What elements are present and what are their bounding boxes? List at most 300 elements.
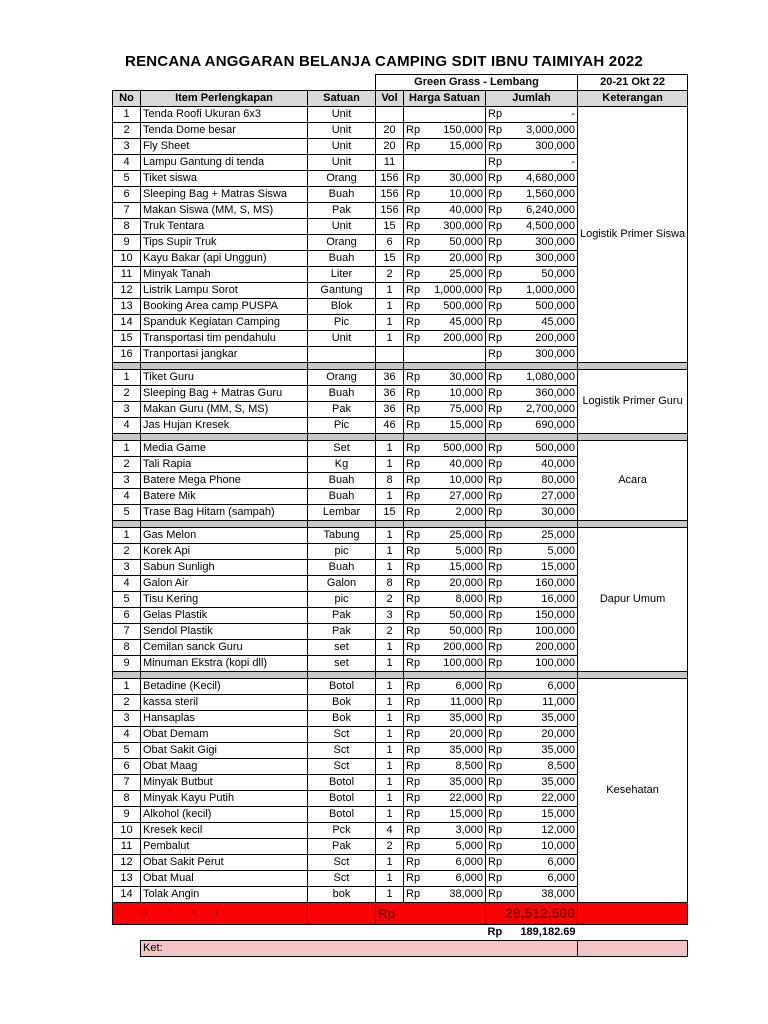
row-number: 4 — [113, 155, 141, 171]
amount-cell: 35,000 — [508, 743, 578, 759]
row-number: 2 — [113, 457, 141, 473]
currency-label: Rp — [404, 267, 430, 283]
separator-cell — [404, 363, 430, 370]
header-vol: Vol — [376, 91, 404, 107]
unit-price-cell: 20,000 — [430, 251, 486, 267]
amount-cell: 300,000 — [508, 251, 578, 267]
currency-label: Rp — [486, 473, 508, 489]
ket-extra-cell — [578, 941, 688, 957]
item-name: Tolak Angin — [141, 887, 308, 903]
unit-price-cell: 40,000 — [430, 457, 486, 473]
unit-price-cell: 30,000 — [430, 370, 486, 386]
amount-cell: 22,000 — [508, 791, 578, 807]
unit-cell: Orang — [308, 235, 376, 251]
separator-cell — [308, 521, 376, 528]
category-cell: Dapur Umum — [578, 528, 688, 672]
unit-cell: pic — [308, 544, 376, 560]
volume-cell: 2 — [376, 592, 404, 608]
item-name: Trase Bag Hitam (sampah) — [141, 505, 308, 521]
volume-cell: 1 — [376, 743, 404, 759]
item-name: Media Game — [141, 441, 308, 457]
volume-cell: 1 — [376, 315, 404, 331]
row-number: 14 — [113, 315, 141, 331]
unit-cell: Set — [308, 441, 376, 457]
unit-cell: Blok — [308, 299, 376, 315]
unit-cell: Pic — [308, 418, 376, 434]
separator-cell — [578, 434, 688, 441]
row-number: 1 — [113, 441, 141, 457]
row-number: 3 — [113, 473, 141, 489]
unit-cell: Bok — [308, 711, 376, 727]
currency-label: Rp — [486, 640, 508, 656]
unit-price-cell: 15,000 — [430, 560, 486, 576]
row-number: 8 — [113, 791, 141, 807]
item-name: Fly Sheet — [141, 139, 308, 155]
currency-label: Rp — [404, 251, 430, 267]
unit-cell: Lembar — [308, 505, 376, 521]
currency-label: Rp — [486, 315, 508, 331]
currency-label: Rp — [486, 171, 508, 187]
volume-cell: 36 — [376, 370, 404, 386]
unit-price-cell: 35,000 — [430, 743, 486, 759]
amount-cell: 500,000 — [508, 441, 578, 457]
row-number: 3 — [113, 139, 141, 155]
row-number: 7 — [113, 775, 141, 791]
currency-label: Rp — [486, 711, 508, 727]
separator-cell — [308, 363, 376, 370]
separator-cell — [430, 363, 486, 370]
row-number: 4 — [113, 576, 141, 592]
currency-label: Rp — [404, 592, 430, 608]
row-number: 11 — [113, 839, 141, 855]
currency-label: Rp — [486, 123, 508, 139]
unit-cell: Pak — [308, 624, 376, 640]
currency-label: Rp — [486, 139, 508, 155]
amount-cell: 20,000 — [508, 727, 578, 743]
currency-label: Rp — [486, 624, 508, 640]
item-name: Tiket siswa — [141, 171, 308, 187]
item-name: Tranportasi jangkar — [141, 347, 308, 363]
amount-cell: 15,000 — [508, 807, 578, 823]
unit-price-cell: 200,000 — [430, 640, 486, 656]
separator-cell — [113, 363, 141, 370]
table-row — [113, 679, 688, 695]
item-name: Galon Air — [141, 576, 308, 592]
item-name: Minyak Tanah — [141, 267, 308, 283]
unit-cell: Pak — [308, 608, 376, 624]
separator-cell — [430, 672, 486, 679]
date-cell: 20-21 Okt 22 — [578, 75, 688, 91]
volume-cell — [376, 347, 404, 363]
unit-price-cell: 25,000 — [430, 528, 486, 544]
item-name: Tips Supir Truk — [141, 235, 308, 251]
currency-label: Rp — [404, 123, 430, 139]
currency-label: Rp — [404, 855, 430, 871]
amount-cell: 6,240,000 — [508, 203, 578, 219]
unit-cell: Gantung — [308, 283, 376, 299]
row-number: 2 — [113, 386, 141, 402]
currency-label: Rp — [486, 251, 508, 267]
unit-cell: Liter — [308, 267, 376, 283]
volume-cell: 20 — [376, 123, 404, 139]
spacer-cell — [113, 941, 141, 957]
unit-price-cell: 35,000 — [430, 775, 486, 791]
currency-label: Rp — [486, 370, 508, 386]
unit-price-cell: 50,000 — [430, 608, 486, 624]
currency-label: Rp — [486, 656, 508, 672]
unit-price-cell: 15,000 — [430, 418, 486, 434]
table-row — [113, 370, 688, 386]
header-satuan: Satuan — [308, 91, 376, 107]
currency-label: Rp — [404, 695, 430, 711]
volume-cell: 1 — [376, 283, 404, 299]
currency-label: Rp — [404, 544, 430, 560]
currency-label: Rp — [404, 823, 430, 839]
volume-cell: 1 — [376, 560, 404, 576]
currency-label: Rp — [486, 528, 508, 544]
currency-label: Rp — [486, 807, 508, 823]
amount-cell: 40,000 — [508, 457, 578, 473]
currency-label: Rp — [486, 592, 508, 608]
currency-label: Rp — [404, 505, 430, 521]
amount-cell: 50,000 — [508, 267, 578, 283]
item-name: Tenda Roofi Ukuran 6x3 — [141, 107, 308, 123]
unit-cell: Pic — [308, 315, 376, 331]
unit-price-cell: 40,000 — [430, 203, 486, 219]
unit-price-cell: 50,000 — [430, 624, 486, 640]
amount-cell: 360,000 — [508, 386, 578, 402]
volume-cell: 8 — [376, 576, 404, 592]
unit-cell: Pak — [308, 203, 376, 219]
row-number: 3 — [113, 402, 141, 418]
separator-cell — [404, 672, 430, 679]
amount-cell: 38,000 — [508, 887, 578, 903]
amount-cell: 3,000,000 — [508, 123, 578, 139]
row-number: 5 — [113, 171, 141, 187]
per-student-currency: Rp — [487, 926, 503, 938]
separator-cell — [113, 521, 141, 528]
currency-label: Rp — [486, 743, 508, 759]
currency-label: Rp — [486, 791, 508, 807]
row-number: 8 — [113, 219, 141, 235]
unit-price-cell: 8,500 — [430, 759, 486, 775]
amount-cell: 6,000 — [508, 679, 578, 695]
separator-cell — [113, 434, 141, 441]
item-name: Spanduk Kegiatan Camping — [141, 315, 308, 331]
section-separator — [113, 363, 688, 370]
volume-cell: 1 — [376, 679, 404, 695]
unit-cell: Kg — [308, 457, 376, 473]
separator-cell — [113, 672, 141, 679]
separator-cell — [404, 434, 430, 441]
unit-price-cell: 300,000 — [430, 219, 486, 235]
row-number: 9 — [113, 656, 141, 672]
amount-cell: 5,000 — [508, 544, 578, 560]
row-number: 8 — [113, 640, 141, 656]
item-name: Tenda Dome besar — [141, 123, 308, 139]
amount-cell: 35,000 — [508, 711, 578, 727]
amount-cell: 4,680,000 — [508, 171, 578, 187]
amount-cell: 12,000 — [508, 823, 578, 839]
currency-label: Rp — [486, 155, 508, 171]
amount-cell: 27,000 — [508, 489, 578, 505]
unit-cell: Orang — [308, 171, 376, 187]
amount-cell: 300,000 — [508, 347, 578, 363]
category-cell: Logistik Primer Siswa — [578, 107, 688, 363]
row-number: 1 — [113, 528, 141, 544]
unit-cell: Buah — [308, 489, 376, 505]
amount-cell: 1,000,000 — [508, 283, 578, 299]
volume-cell: 1 — [376, 711, 404, 727]
unit-cell: set — [308, 640, 376, 656]
category-cell: Logistik Primer Guru — [578, 370, 688, 434]
item-name: Jas Hujan Kresek — [141, 418, 308, 434]
currency-label: Rp — [486, 219, 508, 235]
unit-price-cell: 500,000 — [430, 299, 486, 315]
currency-label: Rp — [486, 679, 508, 695]
item-name: Sendol Plastik — [141, 624, 308, 640]
row-number: 9 — [113, 807, 141, 823]
volume-cell: 1 — [376, 489, 404, 505]
currency-label: Rp — [404, 473, 430, 489]
unit-price-cell: 5,000 — [430, 544, 486, 560]
currency-label: Rp — [486, 775, 508, 791]
currency-label: Rp — [404, 299, 430, 315]
item-name: Truk Tentara — [141, 219, 308, 235]
spacer-cell — [113, 925, 486, 941]
amount-cell: 200,000 — [508, 331, 578, 347]
header-no: No — [113, 91, 141, 107]
volume-cell: 6 — [376, 235, 404, 251]
currency-label: Rp — [404, 775, 430, 791]
unit-price-cell: 6,000 — [430, 871, 486, 887]
amount-cell: 1,560,000 — [508, 187, 578, 203]
row-number: 7 — [113, 624, 141, 640]
unit-price-cell: 6,000 — [430, 855, 486, 871]
item-name: Minyak Butbut — [141, 775, 308, 791]
currency-label: Rp — [486, 489, 508, 505]
unit-cell: Botol — [308, 807, 376, 823]
unit-price-cell: 75,000 — [430, 402, 486, 418]
row-number: 14 — [113, 887, 141, 903]
currency-label: Rp — [486, 560, 508, 576]
unit-cell: Unit — [308, 219, 376, 235]
total-value: 29,512,500 — [486, 903, 578, 925]
row-number: 10 — [113, 251, 141, 267]
currency-label: Rp — [486, 203, 508, 219]
currency-label: Rp — [404, 370, 430, 386]
currency-label: Rp — [404, 887, 430, 903]
volume-cell: 36 — [376, 386, 404, 402]
currency-label: Rp — [486, 544, 508, 560]
amount-cell: 6,000 — [508, 855, 578, 871]
row-number: 6 — [113, 187, 141, 203]
amount-cell: 2,700,000 — [508, 402, 578, 418]
currency-label: Rp — [486, 457, 508, 473]
unit-price-cell: 1,000,000 — [430, 283, 486, 299]
separator-cell — [486, 363, 508, 370]
unit-price-cell: 100,000 — [430, 656, 486, 672]
unit-price-cell: 10,000 — [430, 187, 486, 203]
amount-cell: 4,500,000 — [508, 219, 578, 235]
unit-price-cell: 6,000 — [430, 679, 486, 695]
volume-cell: 1 — [376, 695, 404, 711]
volume-cell: 1 — [376, 807, 404, 823]
table-row — [113, 107, 688, 123]
separator-cell — [578, 363, 688, 370]
volume-cell: 1 — [376, 887, 404, 903]
header-row — [113, 91, 688, 107]
volume-cell: 1 — [376, 457, 404, 473]
unit-price-cell — [430, 107, 486, 123]
row-number: 16 — [113, 347, 141, 363]
unit-price-cell: 10,000 — [430, 386, 486, 402]
unit-cell: pic — [308, 592, 376, 608]
unit-price-cell: 15,000 — [430, 139, 486, 155]
item-name: Lampu Gantung di tenda — [141, 155, 308, 171]
item-name: Tali Rapia — [141, 457, 308, 473]
currency-label: Rp — [404, 839, 430, 855]
currency-label: Rp — [404, 457, 430, 473]
unit-cell: Buah — [308, 560, 376, 576]
currency-label: Rp — [404, 171, 430, 187]
separator-cell — [486, 672, 508, 679]
row-number: 12 — [113, 283, 141, 299]
currency-label: Rp — [404, 576, 430, 592]
unit-price-cell: 500,000 — [430, 441, 486, 457]
row-number: 12 — [113, 855, 141, 871]
row-number: 6 — [113, 608, 141, 624]
currency-label: Rp — [404, 679, 430, 695]
item-name: Kresek kecil — [141, 823, 308, 839]
header-keterangan: Keterangan — [578, 91, 688, 107]
row-number: 1 — [113, 107, 141, 123]
currency-label: Rp — [404, 743, 430, 759]
item-name: Obat Demam — [141, 727, 308, 743]
unit-cell: Unit — [308, 155, 376, 171]
separator-cell — [508, 521, 578, 528]
amount-cell: 80,000 — [508, 473, 578, 489]
spacer-cell — [578, 925, 688, 941]
volume-cell: 156 — [376, 171, 404, 187]
item-name: Obat Sakit Gigi — [141, 743, 308, 759]
unit-price-cell: 10,000 — [430, 473, 486, 489]
volume-cell: 1 — [376, 871, 404, 887]
unit-cell: Unit — [308, 331, 376, 347]
currency-label: Rp — [404, 608, 430, 624]
unit-price-cell: 22,000 — [430, 791, 486, 807]
volume-cell: 8 — [376, 473, 404, 489]
volume-cell: 1 — [376, 727, 404, 743]
separator-cell — [430, 434, 486, 441]
unit-cell: Galon — [308, 576, 376, 592]
row-number: 7 — [113, 203, 141, 219]
currency-label — [404, 347, 430, 363]
separator-cell — [404, 521, 430, 528]
separator-cell — [141, 363, 308, 370]
item-name: Obat Maag — [141, 759, 308, 775]
item-name: Sleeping Bag + Matras Guru — [141, 386, 308, 402]
currency-label: Rp — [404, 711, 430, 727]
separator-cell — [486, 521, 508, 528]
unit-cell: Sct — [308, 855, 376, 871]
amount-cell: 1,080,000 — [508, 370, 578, 386]
location-row — [113, 75, 688, 91]
unit-price-cell: 15,000 — [430, 807, 486, 823]
unit-cell: Botol — [308, 679, 376, 695]
row-number: 10 — [113, 823, 141, 839]
currency-label: Rp — [486, 855, 508, 871]
item-name: Gelas Plastik — [141, 608, 308, 624]
row-number: 4 — [113, 727, 141, 743]
volume-cell: 1 — [376, 331, 404, 347]
currency-label: Rp — [486, 887, 508, 903]
location-cell: Green Grass - Lembang — [376, 75, 578, 91]
currency-label: Rp — [486, 402, 508, 418]
page-title: RENCANA ANGGARAN BELANJA CAMPING SDIT IBNU TAIMIYAH 2022 — [125, 53, 643, 70]
amount-cell: 16,000 — [508, 592, 578, 608]
table-row — [113, 528, 688, 544]
currency-label: Rp — [404, 560, 430, 576]
item-name: Batere Mik — [141, 489, 308, 505]
volume-cell: 1 — [376, 656, 404, 672]
unit-price-cell: 45,000 — [430, 315, 486, 331]
unit-cell: Unit — [308, 107, 376, 123]
separator-cell — [578, 672, 688, 679]
amount-cell: 100,000 — [508, 624, 578, 640]
amount-cell: 30,000 — [508, 505, 578, 521]
currency-label: Rp — [486, 441, 508, 457]
unit-cell: Orang — [308, 370, 376, 386]
currency-label: Rp — [404, 441, 430, 457]
volume-cell: 1 — [376, 640, 404, 656]
volume-cell: 1 — [376, 759, 404, 775]
item-name: Obat Mual — [141, 871, 308, 887]
amount-cell: 8,500 — [508, 759, 578, 775]
amount-cell: 100,000 — [508, 656, 578, 672]
volume-cell — [376, 107, 404, 123]
unit-cell: Sct — [308, 727, 376, 743]
unit-cell: Buah — [308, 386, 376, 402]
unit-price-cell: 25,000 — [430, 267, 486, 283]
currency-label: Rp — [486, 871, 508, 887]
row-number: 15 — [113, 331, 141, 347]
volume-cell: 15 — [376, 219, 404, 235]
amount-cell: - — [508, 155, 578, 171]
header-jumlah: Jumlah — [486, 91, 578, 107]
table-row — [113, 441, 688, 457]
row-number: 13 — [113, 299, 141, 315]
section-separator — [113, 434, 688, 441]
currency-label: Rp — [404, 871, 430, 887]
volume-cell: 46 — [376, 418, 404, 434]
currency-label: Rp — [486, 386, 508, 402]
unit-price-cell — [430, 347, 486, 363]
volume-cell: 2 — [376, 624, 404, 640]
currency-label — [404, 155, 430, 171]
separator-cell — [486, 434, 508, 441]
currency-label: Rp — [404, 386, 430, 402]
unit-price-cell: 20,000 — [430, 727, 486, 743]
row-number: 1 — [113, 370, 141, 386]
currency-label: Rp — [486, 505, 508, 521]
unit-price-cell: 20,000 — [430, 576, 486, 592]
currency-label: Rp — [486, 347, 508, 363]
currency-label: Rp — [486, 107, 508, 123]
ket-row — [113, 941, 688, 957]
category-cell: Acara — [578, 441, 688, 521]
row-number: 3 — [113, 711, 141, 727]
